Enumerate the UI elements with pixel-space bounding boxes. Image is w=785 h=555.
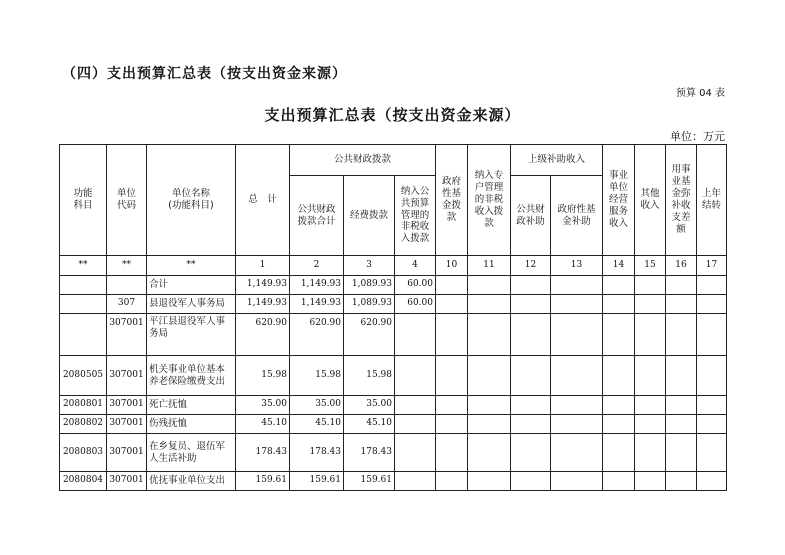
index-cell: **: [147, 256, 236, 276]
func-code-cell: 2080801: [60, 396, 107, 415]
table-row: [60, 415, 727, 434]
index-cell: **: [107, 256, 147, 276]
total-cell: 35.00: [236, 396, 290, 415]
header-unit-code: [107, 145, 147, 256]
form-id: 预算 04 表: [675, 88, 725, 99]
total-cell: 1,149.93: [236, 276, 290, 295]
public-total-cell: 45.10: [290, 415, 344, 434]
table-row: [60, 472, 727, 491]
header-func-code-text: 功能 科目: [73, 188, 93, 211]
index-cell: 13: [551, 256, 603, 276]
public-total-cell: 15.98: [290, 356, 344, 396]
header-nontax-in-budget-text: 纳入公 共预算 管理的 非税收 入拨款: [400, 185, 430, 245]
header-business-text: 事业 单位 经营 服务 收入: [609, 170, 629, 229]
nontax-cell: [395, 434, 436, 472]
unit-code-cell: 307001: [107, 356, 147, 396]
nontax-cell: 60.00: [395, 276, 436, 295]
total-cell: 45.10: [236, 415, 290, 434]
nontax-cell: [395, 356, 436, 396]
header-unit-name-text: 单位名称 (功能科目): [168, 188, 214, 211]
header-superior-group: [511, 145, 603, 176]
header-expense-text: 经费拨款: [349, 209, 388, 221]
header-total: [236, 145, 290, 256]
index-row: [60, 256, 727, 276]
expense-cell: 620.90: [344, 314, 395, 356]
expense-cell: 35.00: [344, 396, 395, 415]
header-special-nontax: [468, 145, 511, 256]
nontax-cell: [395, 314, 436, 356]
func-code-cell: [60, 295, 107, 314]
header-public-total-text: 公共财政 拨款合计: [297, 203, 336, 227]
unit-code-cell: 307: [107, 295, 147, 314]
expense-cell: 1,089.93: [344, 276, 395, 295]
header-fund-offset-text: 用事 业基 金弥 补收 支差 额: [671, 164, 691, 235]
header-sup-gov-fund: [551, 176, 603, 256]
index-cell: 1: [236, 256, 290, 276]
func-code-cell: [60, 314, 107, 356]
header-func-code: [60, 145, 107, 256]
unit-code-cell: 307001: [107, 434, 147, 472]
public-total-cell: 1,149.93: [290, 295, 344, 314]
header-public-total: [290, 176, 344, 256]
func-code-cell: [60, 276, 107, 295]
expense-cell: 178.43: [344, 434, 395, 472]
public-total-cell: 1,149.93: [290, 276, 344, 295]
table-row: [60, 276, 727, 295]
header-sup-public-text: 公共财 政补助: [516, 203, 545, 227]
func-code-cell: 2080803: [60, 434, 107, 472]
index-cell: 17: [697, 256, 727, 276]
total-cell: 159.61: [236, 472, 290, 491]
header-unit-name: [147, 145, 236, 256]
header-total-text: 总 计: [248, 194, 277, 206]
header-carryover-text: 上年 结转: [702, 188, 722, 211]
header-carryover: [697, 145, 727, 256]
func-code-cell: 2080802: [60, 415, 107, 434]
header-nontax-in-budget: [395, 176, 436, 256]
total-cell: 620.90: [236, 314, 290, 356]
main-title: 支出预算汇总表（按支出资金来源）: [264, 106, 521, 124]
index-cell: **: [60, 256, 107, 276]
section-title: （四）支出预算汇总表（按支出资金来源）: [62, 66, 347, 82]
header-sup-public: [511, 176, 551, 256]
index-cell: 16: [666, 256, 697, 276]
total-cell: 1,149.93: [236, 295, 290, 314]
total-cell: 15.98: [236, 356, 290, 396]
public-total-cell: 159.61: [290, 472, 344, 491]
index-cell: 2: [290, 256, 344, 276]
index-cell: 12: [511, 256, 551, 276]
unit-code-cell: 307001: [107, 396, 147, 415]
header-sup-gov-fund-text: 政府性基 金补助: [557, 203, 596, 227]
header-unit-code-text: 单位 代码: [116, 188, 136, 211]
total-cell: 178.43: [236, 434, 290, 472]
header-expense: [344, 176, 395, 256]
table-row: [60, 295, 727, 314]
expense-cell: 15.98: [344, 356, 395, 396]
index-cell: 3: [344, 256, 395, 276]
unit-name-cell: 优抚事业单位支出: [147, 472, 236, 491]
unit-code-cell: [107, 276, 147, 295]
index-cell: 4: [395, 256, 436, 276]
unit-name-cell: 伤残抚恤: [147, 415, 236, 434]
public-total-cell: 178.43: [290, 434, 344, 472]
budget-table: [59, 144, 727, 491]
public-total-cell: 35.00: [290, 396, 344, 415]
unit-label: 单位：万元: [670, 130, 725, 143]
nontax-cell: 60.00: [395, 295, 436, 314]
nontax-cell: [395, 472, 436, 491]
table-row: [60, 356, 727, 396]
index-cell: 14: [603, 256, 635, 276]
header-other: [635, 145, 666, 256]
header-public-group-text: 公共财政拨款: [333, 154, 391, 166]
table-row: [60, 396, 727, 415]
unit-name-cell: 机关事业单位基本养老保险缴费支出: [147, 356, 236, 396]
func-code-cell: 2080505: [60, 356, 107, 396]
table-row: [60, 434, 727, 472]
nontax-cell: [395, 396, 436, 415]
public-total-cell: 620.90: [290, 314, 344, 356]
unit-name-cell: 县退役军人事务局: [147, 295, 236, 314]
header-public-group: [290, 145, 436, 176]
header-gov-fund: [436, 145, 468, 256]
header-superior-group-text: 上级补助收入: [528, 154, 586, 166]
func-code-cell: 2080804: [60, 472, 107, 491]
unit-code-cell: 307001: [107, 314, 147, 356]
unit-name-cell: 在乡复员、退伍军人生活补助: [147, 434, 236, 472]
header-business: [603, 145, 635, 256]
expense-cell: 159.61: [344, 472, 395, 491]
header-fund-offset: [666, 145, 697, 256]
index-cell: 10: [436, 256, 468, 276]
expense-cell: 45.10: [344, 415, 395, 434]
unit-name-cell: 平江县退役军人事务局: [147, 314, 236, 356]
index-cell: 11: [468, 256, 511, 276]
nontax-cell: [395, 415, 436, 434]
table-row: [60, 314, 727, 356]
unit-code-cell: 307001: [107, 472, 147, 491]
header-other-text: 其他 收入: [640, 188, 660, 211]
header-gov-fund-text: 政府 性基 金拨 款: [441, 176, 461, 223]
index-cell: 15: [635, 256, 666, 276]
expense-cell: 1,089.93: [344, 295, 395, 314]
unit-code-cell: 307001: [107, 415, 147, 434]
header-special-nontax-text: 纳入专 户管理 的非税 收入拨 款: [474, 170, 504, 229]
unit-name-cell: 死亡抚恤: [147, 396, 236, 415]
unit-name-cell: 合计: [147, 276, 236, 295]
